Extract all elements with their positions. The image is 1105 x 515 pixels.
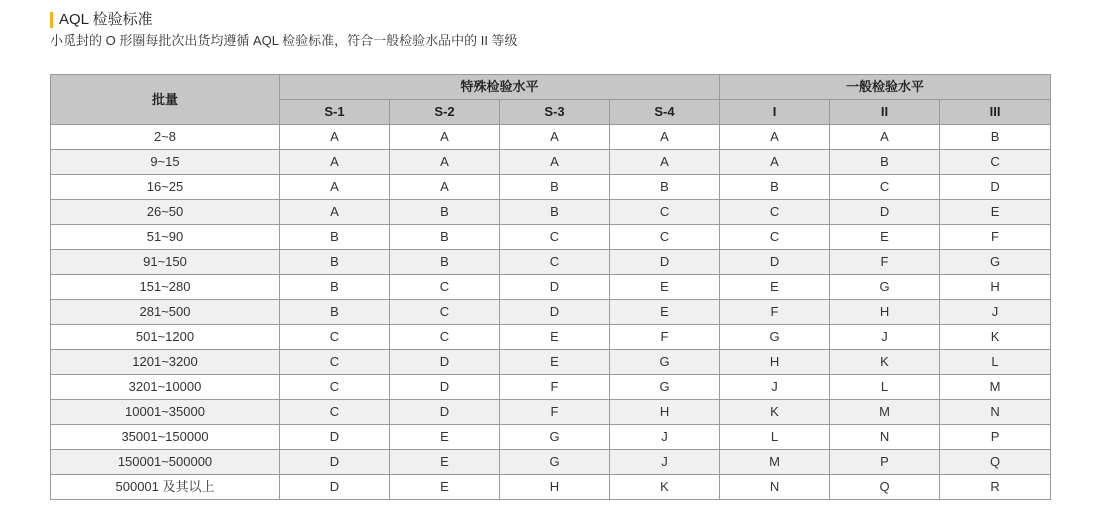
sample-code-cell: B: [500, 200, 610, 225]
table-row: [51, 275, 1051, 300]
sample-code-cell: C: [720, 200, 830, 225]
sample-code-cell: E: [610, 275, 720, 300]
batch-size-cell: 500001 及其以上: [51, 475, 280, 500]
table-row: [51, 400, 1051, 425]
batch-size-cell: 51~90: [51, 225, 280, 250]
sample-code-cell: N: [720, 475, 830, 500]
sample-code-cell: J: [610, 450, 720, 475]
sample-code-cell: E: [500, 325, 610, 350]
sample-code-cell: C: [940, 150, 1051, 175]
level-header-s3: S-3: [500, 100, 610, 125]
sample-code-cell: B: [280, 275, 390, 300]
sample-code-cell: E: [830, 225, 940, 250]
level-header-s2: S-2: [390, 100, 500, 125]
sample-code-cell: N: [830, 425, 940, 450]
sample-code-cell: B: [500, 175, 610, 200]
sample-code-cell: B: [940, 125, 1051, 150]
table-row: [51, 250, 1051, 275]
sample-code-cell: F: [940, 225, 1051, 250]
table-row: [51, 150, 1051, 175]
batch-size-cell: 3201~10000: [51, 375, 280, 400]
sample-code-cell: D: [390, 375, 500, 400]
sample-code-cell: K: [720, 400, 830, 425]
sample-code-cell: D: [830, 200, 940, 225]
sample-code-cell: A: [280, 125, 390, 150]
sample-code-cell: J: [610, 425, 720, 450]
sample-code-cell: A: [280, 175, 390, 200]
sample-code-cell: J: [940, 300, 1051, 325]
sample-code-cell: E: [500, 350, 610, 375]
level-header-iii: III: [940, 100, 1051, 125]
sample-code-cell: K: [610, 475, 720, 500]
aql-table: [50, 74, 1051, 500]
sample-code-cell: B: [720, 175, 830, 200]
sample-code-cell: M: [720, 450, 830, 475]
batch-size-cell: 2~8: [51, 125, 280, 150]
sample-code-cell: L: [940, 350, 1051, 375]
table-row: [51, 175, 1051, 200]
general-inspection-header: 一般检验水平: [720, 75, 1051, 100]
table-row: [51, 200, 1051, 225]
sample-code-cell: D: [940, 175, 1051, 200]
sample-code-cell: H: [500, 475, 610, 500]
level-header-s4: S-4: [610, 100, 720, 125]
sample-code-cell: C: [720, 225, 830, 250]
sample-code-cell: A: [390, 125, 500, 150]
sample-code-cell: A: [280, 200, 390, 225]
sample-code-cell: A: [500, 125, 610, 150]
sample-code-cell: L: [720, 425, 830, 450]
sample-code-cell: E: [390, 450, 500, 475]
sample-code-cell: J: [830, 325, 940, 350]
table-row: [51, 450, 1051, 475]
sample-code-cell: E: [390, 425, 500, 450]
sample-code-cell: C: [390, 325, 500, 350]
sample-code-cell: A: [830, 125, 940, 150]
table-header: [51, 75, 1051, 125]
batch-size-cell: 16~25: [51, 175, 280, 200]
sample-code-cell: A: [610, 150, 720, 175]
level-header-i: I: [720, 100, 830, 125]
sample-code-cell: A: [280, 150, 390, 175]
sample-code-cell: B: [390, 250, 500, 275]
sample-code-cell: G: [500, 450, 610, 475]
sample-code-cell: D: [280, 425, 390, 450]
sample-code-cell: D: [500, 300, 610, 325]
sample-code-cell: H: [720, 350, 830, 375]
section-title: [50, 11, 153, 29]
sample-code-cell: B: [390, 200, 500, 225]
sample-code-cell: N: [940, 400, 1051, 425]
sample-code-cell: F: [830, 250, 940, 275]
sample-code-cell: C: [390, 275, 500, 300]
sample-code-cell: P: [940, 425, 1051, 450]
sample-code-cell: G: [610, 350, 720, 375]
sample-code-cell: B: [280, 300, 390, 325]
section-title-text: AQL 检验标准: [59, 11, 153, 28]
batch-size-cell: 9~15: [51, 150, 280, 175]
title-accent-bar: [50, 12, 53, 28]
sample-code-cell: D: [610, 250, 720, 275]
sample-code-cell: C: [280, 350, 390, 375]
sample-code-cell: A: [720, 150, 830, 175]
batch-size-cell: 150001~500000: [51, 450, 280, 475]
level-header-s1: S-1: [280, 100, 390, 125]
sample-code-cell: H: [940, 275, 1051, 300]
sample-code-cell: D: [280, 450, 390, 475]
sample-code-cell: P: [830, 450, 940, 475]
batch-size-header: 批量: [51, 75, 280, 125]
batch-size-cell: 281~500: [51, 300, 280, 325]
sample-code-cell: A: [720, 125, 830, 150]
table-row: [51, 350, 1051, 375]
batch-size-cell: 501~1200: [51, 325, 280, 350]
sample-code-cell: G: [610, 375, 720, 400]
batch-size-cell: 151~280: [51, 275, 280, 300]
table-row: [51, 425, 1051, 450]
sample-code-cell: Q: [940, 450, 1051, 475]
sample-code-cell: C: [610, 225, 720, 250]
sample-code-cell: Q: [830, 475, 940, 500]
batch-size-cell: 26~50: [51, 200, 280, 225]
sample-code-cell: C: [280, 375, 390, 400]
level-header-ii: II: [830, 100, 940, 125]
sample-code-cell: B: [390, 225, 500, 250]
sample-code-cell: G: [500, 425, 610, 450]
sample-code-cell: C: [610, 200, 720, 225]
table-row: [51, 325, 1051, 350]
table-row: [51, 300, 1051, 325]
sample-code-cell: G: [720, 325, 830, 350]
sample-code-cell: B: [280, 250, 390, 275]
section-subtitle: 小觅封的 O 形圈每批次出货均遵循 AQL 检验标准，符合一般检验水品中的 II 等级: [50, 33, 518, 48]
sample-code-cell: M: [830, 400, 940, 425]
sample-code-cell: C: [500, 225, 610, 250]
sample-code-cell: E: [390, 475, 500, 500]
sample-code-cell: D: [390, 350, 500, 375]
table-row: [51, 125, 1051, 150]
table-row: [51, 475, 1051, 500]
sample-code-cell: F: [720, 300, 830, 325]
sample-code-cell: F: [500, 375, 610, 400]
sample-code-cell: D: [500, 275, 610, 300]
sample-code-cell: B: [830, 150, 940, 175]
sample-code-cell: K: [830, 350, 940, 375]
sample-code-cell: D: [390, 400, 500, 425]
sample-code-cell: R: [940, 475, 1051, 500]
sample-code-cell: A: [390, 150, 500, 175]
sample-code-cell: A: [390, 175, 500, 200]
sample-code-cell: K: [940, 325, 1051, 350]
sample-code-cell: B: [280, 225, 390, 250]
sample-code-cell: H: [610, 400, 720, 425]
table-body: [51, 125, 1051, 500]
batch-size-cell: 91~150: [51, 250, 280, 275]
sample-code-cell: M: [940, 375, 1051, 400]
sample-code-cell: A: [500, 150, 610, 175]
sample-code-cell: E: [940, 200, 1051, 225]
sample-code-cell: C: [390, 300, 500, 325]
sample-code-cell: H: [830, 300, 940, 325]
batch-size-cell: 35001~150000: [51, 425, 280, 450]
batch-size-cell: 1201~3200: [51, 350, 280, 375]
sample-code-cell: F: [610, 325, 720, 350]
sample-code-cell: C: [830, 175, 940, 200]
table-row: [51, 225, 1051, 250]
table-row: [51, 375, 1051, 400]
sample-code-cell: E: [610, 300, 720, 325]
sample-code-cell: J: [720, 375, 830, 400]
sample-code-cell: E: [720, 275, 830, 300]
sample-code-cell: L: [830, 375, 940, 400]
sample-code-cell: C: [500, 250, 610, 275]
sample-code-cell: D: [280, 475, 390, 500]
batch-size-cell: 10001~35000: [51, 400, 280, 425]
sample-code-cell: G: [830, 275, 940, 300]
sample-code-cell: C: [280, 400, 390, 425]
special-inspection-header: 特殊检验水平: [280, 75, 720, 100]
sample-code-cell: C: [280, 325, 390, 350]
sample-code-cell: G: [940, 250, 1051, 275]
sample-code-cell: B: [610, 175, 720, 200]
sample-code-cell: A: [610, 125, 720, 150]
sample-code-cell: F: [500, 400, 610, 425]
sample-code-cell: D: [720, 250, 830, 275]
